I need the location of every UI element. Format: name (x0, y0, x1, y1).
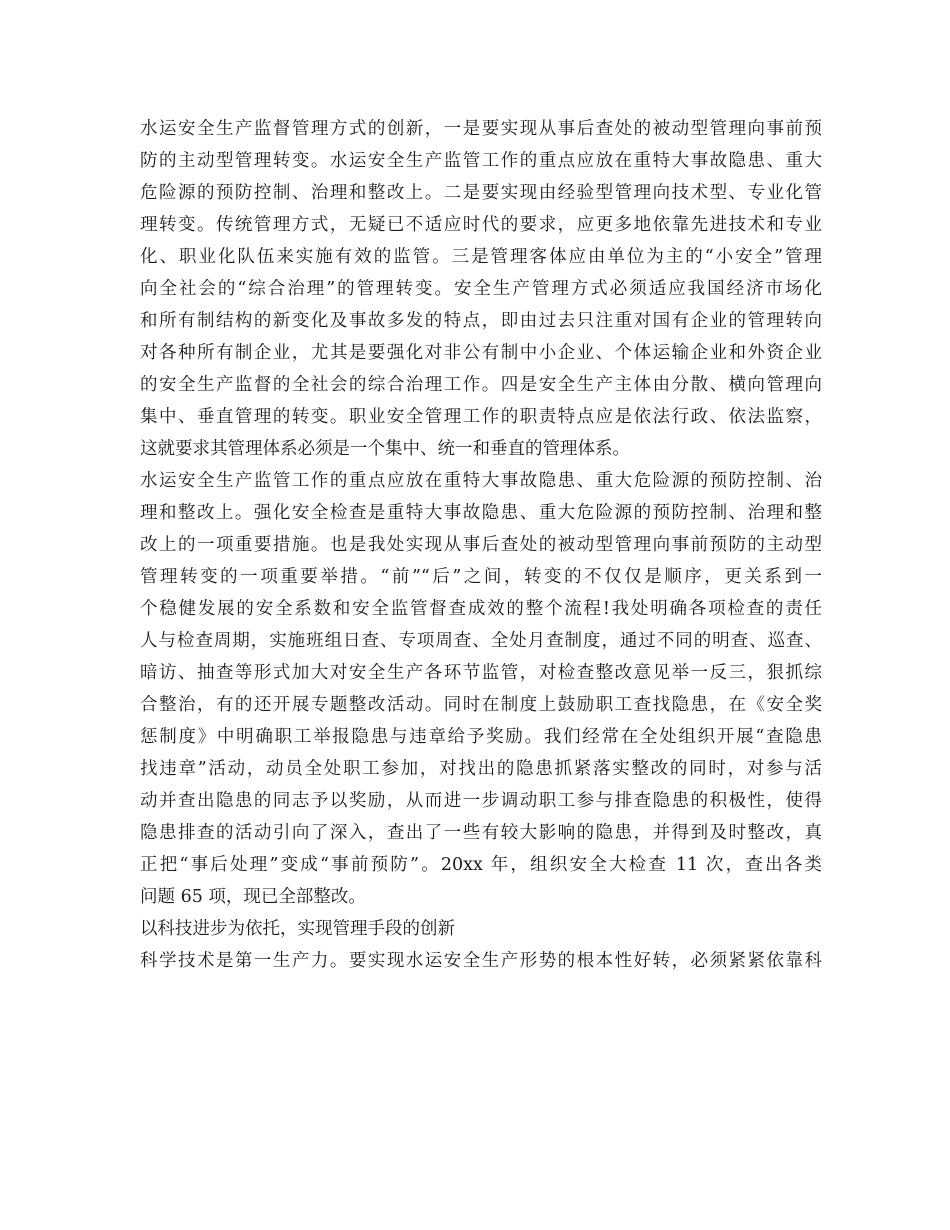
text-line: 防的主动型管理转变。水运安全生产监管工作的重点应放在重特大事故隐患、重大 (140, 151, 822, 171)
text-line: 动并查出隐患的同志予以奖励，从而进一步调动职工参与排查隐患的积极性，使得 (140, 791, 822, 811)
text-line: 暗访、抽查等形式加大对安全生产各环节监管，对检查整改意见举一反三，狠抓综 (140, 663, 822, 683)
text-line: 惩制度》中明确职工举报隐患与违章给予奖励。我们经常在全处组织开展“查隐患 (140, 727, 822, 747)
text-line: 这就要求其管理体系必须是一个集中、统一和垂直的管理体系。 (140, 439, 630, 459)
text-line: 的安全生产监督的全社会的综合治理工作。四是安全生产主体由分散、横向管理向 (140, 375, 822, 395)
text-line: 向全社会的“综合治理”的管理转变。安全生产管理方式必须适应我国经济市场化 (140, 279, 822, 299)
text-line: 危险源的预防控制、治理和整改上。二是要实现由经验型管理向技术型、专业化管 (140, 183, 822, 203)
text-line: 化、职业化队伍来实施有效的监管。三是管理客体应由单位为主的“小安全”管理 (140, 247, 822, 267)
text-line: 人与检查周期，实施班组日查、专项周查、全处月查制度，通过不同的明查、巡查、 (140, 631, 822, 651)
text-line: 水运安全生产监管工作的重点应放在重特大事故隐患、重大危险源的预防控制、治 (140, 471, 822, 491)
text-line: 隐患排查的活动引向了深入，查出了一些有较大影响的隐患，并得到及时整改，真 (140, 823, 822, 843)
text-line: 水运安全生产监督管理方式的创新，一是要实现从事后查处的被动型管理向事前预 (140, 119, 822, 139)
text-line: 问题 65 项，现已全部整改。 (140, 887, 366, 907)
text-line: 改上的一项重要措施。也是我处实现从事后查处的被动型管理向事前预防的主动型 (140, 535, 822, 555)
text-line: 科学技术是第一生产力。要实现水运安全生产形势的根本性好转，必须紧紧依靠科 (140, 951, 822, 971)
document-body (140, 113, 822, 977)
text-line: 合整治，有的还开展专题整改活动。同时在制度上鼓励职工查找隐患，在《安全奖 (140, 695, 822, 715)
text-line: 理转变。传统管理方式，无疑已不适应时代的要求，应更多地依靠先进技术和专业 (140, 215, 822, 235)
text-line: 以科技进步为依托，实现管理手段的创新 (140, 919, 455, 939)
text-line: 找违章”活动，动员全处职工参加，对找出的隐患抓紧落实整改的同时，对参与活 (140, 759, 822, 779)
text-line: 集中、垂直管理的转变。职业安全管理工作的职责特点应是依法行政、依法监察， (140, 407, 822, 427)
text-line: 管理转变的一项重要举措。“前”“后”之间，转变的不仅仅是顺序，更关系到一 (140, 567, 822, 587)
text-line: 和所有制结构的新变化及事故多发的特点，即由过去只注重对国有企业的管理转向 (140, 311, 822, 331)
text-line: 对各种所有制企业，尤其是要强化对非公有制中小企业、个体运输企业和外资企业 (140, 343, 822, 363)
text-line: 理和整改上。强化安全检查是重特大事故隐患、重大危险源的预防控制、治理和整 (140, 503, 822, 523)
text-line: 个稳健发展的安全系数和安全监管督查成效的整个流程!我处明确各项检查的责任 (140, 599, 822, 619)
text-line: 正把“事后处理”变成“事前预防”。20xx 年，组织安全大检查 11 次，查出各类 (140, 855, 822, 875)
